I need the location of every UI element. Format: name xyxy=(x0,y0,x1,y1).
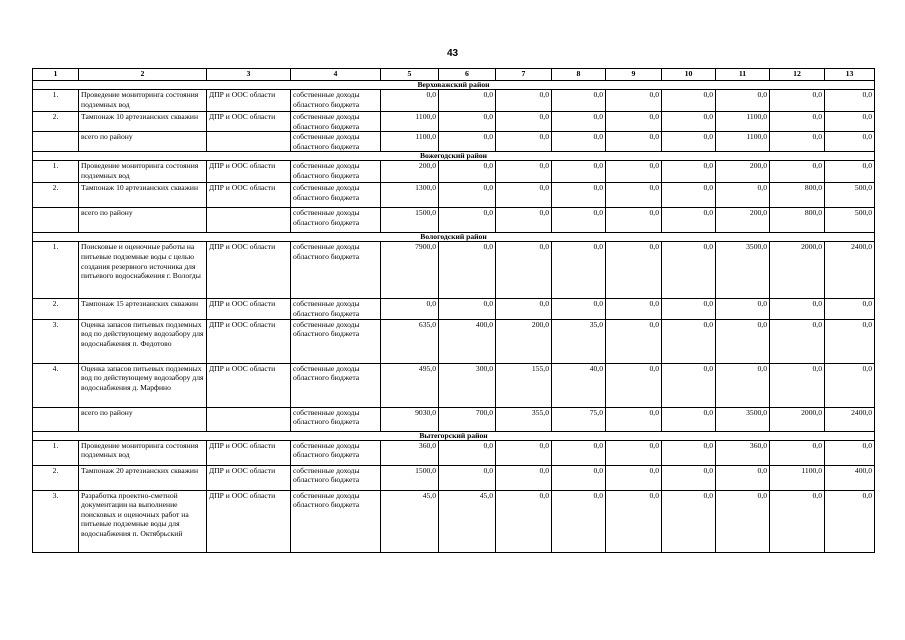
amount-cell: 495,0 xyxy=(381,363,439,407)
measure-name: Оценка запасов питьевых подземных вод по действующему водозабору для водоснабжения д. Марфино xyxy=(79,363,207,407)
row-number xyxy=(33,407,79,431)
measure-name: Разработка проектно-сметной документации на выполнение поисковых и оценочных работ на питьевые подземные воды для водоснабжения п. Октябрьский xyxy=(79,490,207,552)
amount-cell: 2000,0 xyxy=(770,242,825,299)
table-body xyxy=(33,81,875,553)
district-header-row xyxy=(33,81,875,90)
table-row xyxy=(33,242,875,299)
measure-name: Тампонаж 20 артезианских скважин xyxy=(79,465,207,490)
amount-cell: 0,0 xyxy=(662,465,716,490)
amount-cell: 0,0 xyxy=(552,183,606,208)
measure-name: Тампонаж 10 артезианских скважин xyxy=(79,183,207,208)
amount-cell: 360,0 xyxy=(716,440,770,465)
row-number: 1. xyxy=(33,90,79,112)
district-name: Вожегодский район xyxy=(33,152,875,161)
amount-cell: 0,0 xyxy=(662,363,716,407)
executor: ДПР и ООС области xyxy=(207,299,291,319)
funding-source: собственные доходы областного бюджета xyxy=(291,208,381,233)
measure-name: всего по району xyxy=(79,208,207,233)
amount-cell: 200,0 xyxy=(381,161,439,183)
amount-cell: 0,0 xyxy=(825,299,875,319)
amount-cell: 0,0 xyxy=(552,208,606,233)
amount-cell: 1100,0 xyxy=(716,112,770,132)
amount-cell: 0,0 xyxy=(552,242,606,299)
amount-cell: 0,0 xyxy=(381,90,439,112)
executor: ДПР и ООС области xyxy=(207,183,291,208)
amount-cell: 0,0 xyxy=(496,112,552,132)
row-number: 2. xyxy=(33,112,79,132)
amount-cell: 40,0 xyxy=(552,363,606,407)
column-header: 11 xyxy=(716,69,770,81)
amount-cell: 2400,0 xyxy=(825,407,875,431)
row-number: 3. xyxy=(33,319,79,363)
amount-cell: 45,0 xyxy=(381,490,439,552)
column-header: 5 xyxy=(381,69,439,81)
amount-cell: 0,0 xyxy=(716,319,770,363)
amount-cell: 0,0 xyxy=(606,112,662,132)
amount-cell: 9030,0 xyxy=(381,407,439,431)
amount-cell: 400,0 xyxy=(825,465,875,490)
amount-cell: 0,0 xyxy=(770,490,825,552)
amount-cell: 500,0 xyxy=(825,183,875,208)
district-total-row xyxy=(33,208,875,233)
amount-cell: 0,0 xyxy=(825,161,875,183)
amount-cell: 0,0 xyxy=(662,112,716,132)
amount-cell: 0,0 xyxy=(606,242,662,299)
executor: ДПР и ООС области xyxy=(207,490,291,552)
amount-cell: 0,0 xyxy=(496,90,552,112)
amount-cell: 300,0 xyxy=(439,363,496,407)
amount-cell: 3500,0 xyxy=(716,242,770,299)
amount-cell: 0,0 xyxy=(606,90,662,112)
amount-cell: 0,0 xyxy=(606,465,662,490)
district-name: Вологодский район xyxy=(33,233,875,242)
amount-cell: 0,0 xyxy=(496,299,552,319)
row-number: 1. xyxy=(33,161,79,183)
amount-cell: 0,0 xyxy=(606,490,662,552)
amount-cell: 800,0 xyxy=(770,183,825,208)
measure-name: Тампонаж 15 артезианских скважин xyxy=(79,299,207,319)
amount-cell: 0,0 xyxy=(552,299,606,319)
amount-cell: 0,0 xyxy=(496,161,552,183)
amount-cell: 0,0 xyxy=(606,132,662,152)
row-number xyxy=(33,208,79,233)
table-row xyxy=(33,161,875,183)
executor: ДПР и ООС области xyxy=(207,90,291,112)
amount-cell: 0,0 xyxy=(662,208,716,233)
column-header: 6 xyxy=(439,69,496,81)
row-number: 3. xyxy=(33,490,79,552)
column-header: 8 xyxy=(552,69,606,81)
amount-cell: 0,0 xyxy=(552,440,606,465)
amount-cell: 0,0 xyxy=(662,90,716,112)
table-row xyxy=(33,112,875,132)
amount-cell: 0,0 xyxy=(716,183,770,208)
table-row xyxy=(33,90,875,112)
funding-source: собственные доходы областного бюджета xyxy=(291,242,381,299)
amount-cell: 0,0 xyxy=(825,363,875,407)
amount-cell: 0,0 xyxy=(716,363,770,407)
amount-cell: 800,0 xyxy=(770,208,825,233)
amount-cell: 700,0 xyxy=(439,407,496,431)
district-header-row xyxy=(33,431,875,440)
amount-cell: 0,0 xyxy=(496,490,552,552)
amount-cell: 1100,0 xyxy=(381,132,439,152)
amount-cell: 0,0 xyxy=(439,242,496,299)
funding-source: собственные доходы областного бюджета xyxy=(291,299,381,319)
amount-cell: 0,0 xyxy=(825,112,875,132)
amount-cell: 0,0 xyxy=(552,90,606,112)
column-header: 10 xyxy=(662,69,716,81)
amount-cell: 0,0 xyxy=(439,299,496,319)
funding-source: собственные доходы областного бюджета xyxy=(291,319,381,363)
executor: ДПР и ООС области xyxy=(207,465,291,490)
amount-cell: 0,0 xyxy=(439,183,496,208)
measure-name: Проведение мониторинга состояния подземных вод xyxy=(79,161,207,183)
amount-cell: 0,0 xyxy=(662,299,716,319)
page-number: 43 xyxy=(446,48,459,59)
amount-cell: 0,0 xyxy=(439,90,496,112)
amount-cell: 0,0 xyxy=(662,440,716,465)
amount-cell: 0,0 xyxy=(662,183,716,208)
executor xyxy=(207,407,291,431)
budget-table xyxy=(32,68,875,553)
amount-cell: 0,0 xyxy=(825,490,875,552)
amount-cell: 500,0 xyxy=(825,208,875,233)
amount-cell: 35,0 xyxy=(552,319,606,363)
column-header: 9 xyxy=(606,69,662,81)
amount-cell: 0,0 xyxy=(606,208,662,233)
row-number: 2. xyxy=(33,299,79,319)
amount-cell: 200,0 xyxy=(496,319,552,363)
amount-cell: 0,0 xyxy=(770,161,825,183)
amount-cell: 0,0 xyxy=(439,161,496,183)
executor: ДПР и ООС области xyxy=(207,363,291,407)
table-row xyxy=(33,319,875,363)
amount-cell: 3500,0 xyxy=(716,407,770,431)
amount-cell: 0,0 xyxy=(770,440,825,465)
row-number xyxy=(33,132,79,152)
measure-name: всего по району xyxy=(79,407,207,431)
funding-source: собственные доходы областного бюджета xyxy=(291,161,381,183)
amount-cell: 0,0 xyxy=(716,490,770,552)
amount-cell: 0,0 xyxy=(439,112,496,132)
measure-name: Оценка запасов питьевых подземных вод по действующему водозабору для водоснабжения п. Федотово xyxy=(79,319,207,363)
amount-cell: 1500,0 xyxy=(381,208,439,233)
funding-source: собственные доходы областного бюджета xyxy=(291,465,381,490)
amount-cell: 0,0 xyxy=(606,363,662,407)
district-header-row xyxy=(33,233,875,242)
district-name: Вытегорский район xyxy=(33,431,875,440)
amount-cell: 45,0 xyxy=(439,490,496,552)
amount-cell: 0,0 xyxy=(662,407,716,431)
table-row xyxy=(33,363,875,407)
funding-source: собственные доходы областного бюджета xyxy=(291,183,381,208)
district-total-row xyxy=(33,407,875,431)
funding-source: собственные доходы областного бюджета xyxy=(291,363,381,407)
amount-cell: 0,0 xyxy=(662,319,716,363)
row-number: 1. xyxy=(33,242,79,299)
amount-cell: 0,0 xyxy=(716,90,770,112)
amount-cell: 0,0 xyxy=(606,161,662,183)
amount-cell: 0,0 xyxy=(662,490,716,552)
amount-cell: 1100,0 xyxy=(770,465,825,490)
executor: ДПР и ООС области xyxy=(207,112,291,132)
amount-cell: 0,0 xyxy=(552,161,606,183)
amount-cell: 1300,0 xyxy=(381,183,439,208)
amount-cell: 0,0 xyxy=(439,465,496,490)
amount-cell: 0,0 xyxy=(496,208,552,233)
amount-cell: 0,0 xyxy=(439,440,496,465)
funding-source: собственные доходы областного бюджета xyxy=(291,112,381,132)
amount-cell: 0,0 xyxy=(770,299,825,319)
amount-cell: 0,0 xyxy=(825,440,875,465)
funding-source: собственные доходы областного бюджета xyxy=(291,407,381,431)
amount-cell: 0,0 xyxy=(606,407,662,431)
amount-cell: 0,0 xyxy=(552,112,606,132)
row-number: 1. xyxy=(33,440,79,465)
executor: ДПР и ООС области xyxy=(207,319,291,363)
amount-cell: 200,0 xyxy=(716,208,770,233)
row-number: 2. xyxy=(33,183,79,208)
row-number: 2. xyxy=(33,465,79,490)
district-name: Верховажский район xyxy=(33,81,875,90)
measure-name: Тампонаж 10 артезианских скважин xyxy=(79,112,207,132)
amount-cell: 0,0 xyxy=(716,299,770,319)
district-header-row xyxy=(33,152,875,161)
executor: ДПР и ООС области xyxy=(207,440,291,465)
amount-cell: 0,0 xyxy=(770,132,825,152)
funding-source: собственные доходы областного бюджета xyxy=(291,490,381,552)
table-row xyxy=(33,465,875,490)
table-row xyxy=(33,490,875,552)
column-header: 3 xyxy=(207,69,291,81)
amount-cell: 0,0 xyxy=(825,90,875,112)
measure-name: Проведение мониторинга состояния подземных вод xyxy=(79,440,207,465)
amount-cell: 0,0 xyxy=(770,319,825,363)
amount-cell: 355,0 xyxy=(496,407,552,431)
column-header: 12 xyxy=(770,69,825,81)
amount-cell: 0,0 xyxy=(606,299,662,319)
executor xyxy=(207,132,291,152)
amount-cell: 0,0 xyxy=(381,299,439,319)
table-row xyxy=(33,440,875,465)
amount-cell: 0,0 xyxy=(606,319,662,363)
amount-cell: 0,0 xyxy=(662,161,716,183)
amount-cell: 0,0 xyxy=(716,465,770,490)
amount-cell: 635,0 xyxy=(381,319,439,363)
amount-cell: 0,0 xyxy=(552,490,606,552)
column-header: 4 xyxy=(291,69,381,81)
funding-source: собственные доходы областного бюджета xyxy=(291,440,381,465)
amount-cell: 0,0 xyxy=(662,242,716,299)
measure-name: Проведение мониторинга состояния подземных вод xyxy=(79,90,207,112)
executor: ДПР и ООС области xyxy=(207,161,291,183)
column-header: 1 xyxy=(33,69,79,81)
amount-cell: 1100,0 xyxy=(716,132,770,152)
amount-cell: 0,0 xyxy=(770,363,825,407)
amount-cell: 1100,0 xyxy=(381,112,439,132)
measure-name: Поисковые и оценочные работы на питьевые подземные воды с целью создания резервного источника для питьевого водоснабжения г. Вологды xyxy=(79,242,207,299)
row-number: 4. xyxy=(33,363,79,407)
amount-cell: 0,0 xyxy=(496,465,552,490)
amount-cell: 0,0 xyxy=(770,90,825,112)
table-row xyxy=(33,183,875,208)
executor xyxy=(207,208,291,233)
amount-cell: 2000,0 xyxy=(770,407,825,431)
amount-cell: 0,0 xyxy=(496,440,552,465)
amount-cell: 0,0 xyxy=(552,132,606,152)
amount-cell: 200,0 xyxy=(716,161,770,183)
amount-cell: 0,0 xyxy=(825,132,875,152)
amount-cell: 0,0 xyxy=(606,183,662,208)
amount-cell: 2400,0 xyxy=(825,242,875,299)
amount-cell: 7900,0 xyxy=(381,242,439,299)
amount-cell: 400,0 xyxy=(439,319,496,363)
amount-cell: 75,0 xyxy=(552,407,606,431)
amount-cell: 0,0 xyxy=(825,319,875,363)
executor: ДПР и ООС области xyxy=(207,242,291,299)
amount-cell: 0,0 xyxy=(662,132,716,152)
amount-cell: 155,0 xyxy=(496,363,552,407)
column-header: 13 xyxy=(825,69,875,81)
column-header: 2 xyxy=(79,69,207,81)
amount-cell: 0,0 xyxy=(439,208,496,233)
column-header-row xyxy=(33,69,875,81)
measure-name: всего по району xyxy=(79,132,207,152)
table-row xyxy=(33,299,875,319)
amount-cell: 1500,0 xyxy=(381,465,439,490)
funding-source: собственные доходы областного бюджета xyxy=(291,90,381,112)
amount-cell: 0,0 xyxy=(496,132,552,152)
amount-cell: 0,0 xyxy=(496,183,552,208)
amount-cell: 360,0 xyxy=(381,440,439,465)
amount-cell: 0,0 xyxy=(496,242,552,299)
funding-source: собственные доходы областного бюджета xyxy=(291,132,381,152)
amount-cell: 0,0 xyxy=(606,440,662,465)
amount-cell: 0,0 xyxy=(552,465,606,490)
amount-cell: 0,0 xyxy=(770,112,825,132)
amount-cell: 0,0 xyxy=(439,132,496,152)
district-total-row xyxy=(33,132,875,152)
column-header: 7 xyxy=(496,69,552,81)
